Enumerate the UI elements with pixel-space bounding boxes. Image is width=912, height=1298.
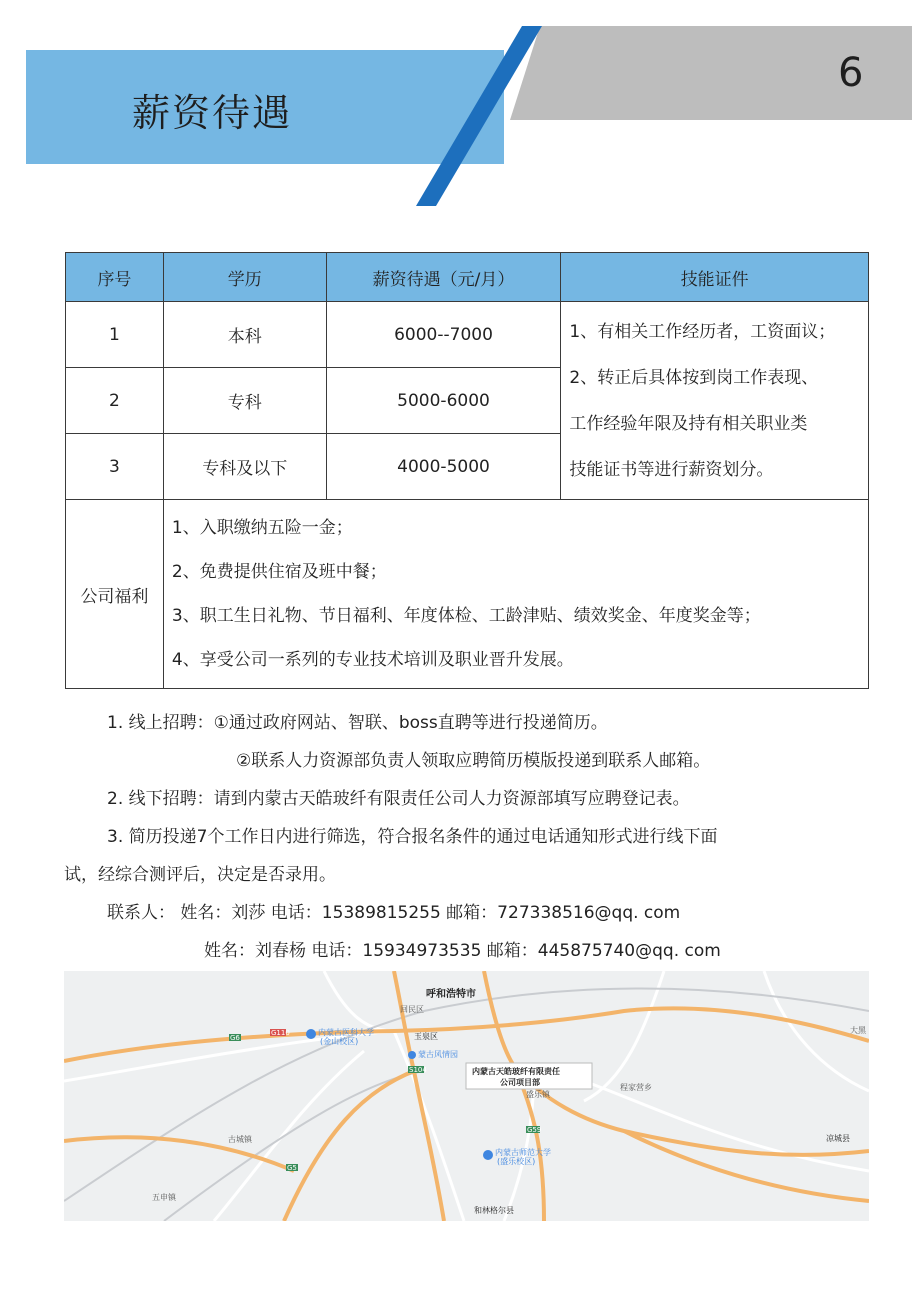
row-no: 1: [66, 302, 164, 368]
contact-line-1: 联系人： 姓名：刘莎 电话：15389815255 邮箱：727338516@qq. com: [107, 903, 681, 923]
map-label-poi: 内蒙古师范大学: [495, 1148, 551, 1157]
offline-recruitment: 2. 线下招聘：请到内蒙古天皓玻纤有限责任公司人力资源部填写应聘登记表。: [107, 789, 690, 809]
certificate-cell: [561, 302, 869, 500]
map-label-district: 回民区: [400, 1005, 424, 1014]
benefits-row: [66, 500, 869, 689]
contact-line-2: 姓名：刘春杨 电话：15934973535 邮箱：445875740@qq. com: [204, 941, 721, 961]
location-map[interactable]: [64, 971, 869, 1221]
certificate-line: 技能证书等进行薪资划分。: [569, 459, 774, 480]
map-label-county: 凉城县: [826, 1134, 850, 1143]
row-education: 专科: [163, 368, 326, 434]
header-cell-salary: 薪资待遇（元/月）: [326, 253, 561, 302]
map-label-poi: 蒙古风情园: [418, 1050, 458, 1059]
map-label-poi: (盛乐校区): [497, 1157, 536, 1166]
certificate-line: 2、转正后具体按到岗工作表现、: [569, 367, 819, 388]
road-label: S104: [409, 1066, 427, 1074]
map-canvas: [64, 971, 869, 1221]
row-salary: 5000-6000: [326, 368, 561, 434]
map-label-district: 玉泉区: [414, 1032, 438, 1041]
online-recruitment-2: ②联系人力资源部负责人领取应聘简历模版投递到联系人邮箱。: [236, 751, 711, 771]
row-salary: 4000-5000: [326, 434, 561, 500]
map-label-county: 和林格尔县: [474, 1206, 514, 1215]
map-label-town: 古城镇: [228, 1135, 252, 1144]
row-no: 2: [66, 368, 164, 434]
benefit-item: 1、入职缴纳五险一金；: [171, 518, 353, 538]
map-label-poi: 内蒙古医科大学: [318, 1028, 374, 1037]
university-marker-icon: [306, 1029, 316, 1039]
university-marker-icon: [483, 1150, 493, 1160]
park-marker-icon: [408, 1051, 416, 1059]
map-label-town: 五申镇: [152, 1193, 176, 1202]
header-cell-certificate: 技能证件: [561, 253, 869, 302]
row-no: 3: [66, 434, 164, 500]
benefit-item: 2、免费提供住宿及班中餐；: [171, 562, 387, 582]
road-label: G5: [287, 1164, 297, 1172]
company-label: 内蒙古天皓玻纤有限责任: [472, 1067, 560, 1076]
certificate-line: 1、有相关工作经历者，工资面议；: [569, 321, 836, 342]
row-salary: 6000--7000: [326, 302, 561, 368]
benefits-cell: [163, 500, 868, 689]
map-label-town: 程家营乡: [620, 1083, 652, 1092]
online-recruitment-1: 1. 线上招聘：①通过政府网站、智联、boss直聘等进行投递简历。: [107, 713, 608, 733]
table-row: [66, 302, 869, 368]
benefit-item: 3、职工生日礼物、节日福利、年度体检、工龄津贴、绩效奖金、年度奖金等；: [171, 606, 761, 626]
benefit-item: 4、享受公司一系列的专业技术培训及职业晋升发展。: [171, 650, 574, 670]
screening-line-2: 试，经综合测评后，决定是否录用。: [64, 865, 336, 885]
page-number: 6: [838, 50, 864, 96]
map-label-city: 呼和浩特市: [426, 989, 476, 1000]
company-label: 公司项目部: [500, 1078, 540, 1087]
map-label-poi: (金山校区): [320, 1037, 359, 1046]
road-label: G6: [230, 1034, 240, 1042]
road-label: G59: [527, 1126, 542, 1134]
salary-table: [65, 252, 869, 689]
header-cell-no: 序号: [66, 253, 164, 302]
certificate-line: 工作经验年限及持有相关职业类: [569, 413, 808, 434]
benefits-label: 公司福利: [66, 500, 164, 689]
map-label-town: 大黑: [850, 1026, 866, 1035]
road-label: G110: [271, 1029, 290, 1037]
screening-line-1: 3. 简历投递7个工作日内进行筛选，符合报名条件的通过电话通知形式进行线下面: [107, 827, 718, 847]
company-location-callout: [466, 1063, 592, 1089]
page-title: 薪资待遇: [132, 91, 293, 135]
header-cell-education: 学历: [163, 253, 326, 302]
table-header-row: [66, 253, 869, 302]
map-label-town: 盛乐镇: [526, 1090, 550, 1099]
row-education: 本科: [163, 302, 326, 368]
row-education: 专科及以下: [163, 434, 326, 500]
